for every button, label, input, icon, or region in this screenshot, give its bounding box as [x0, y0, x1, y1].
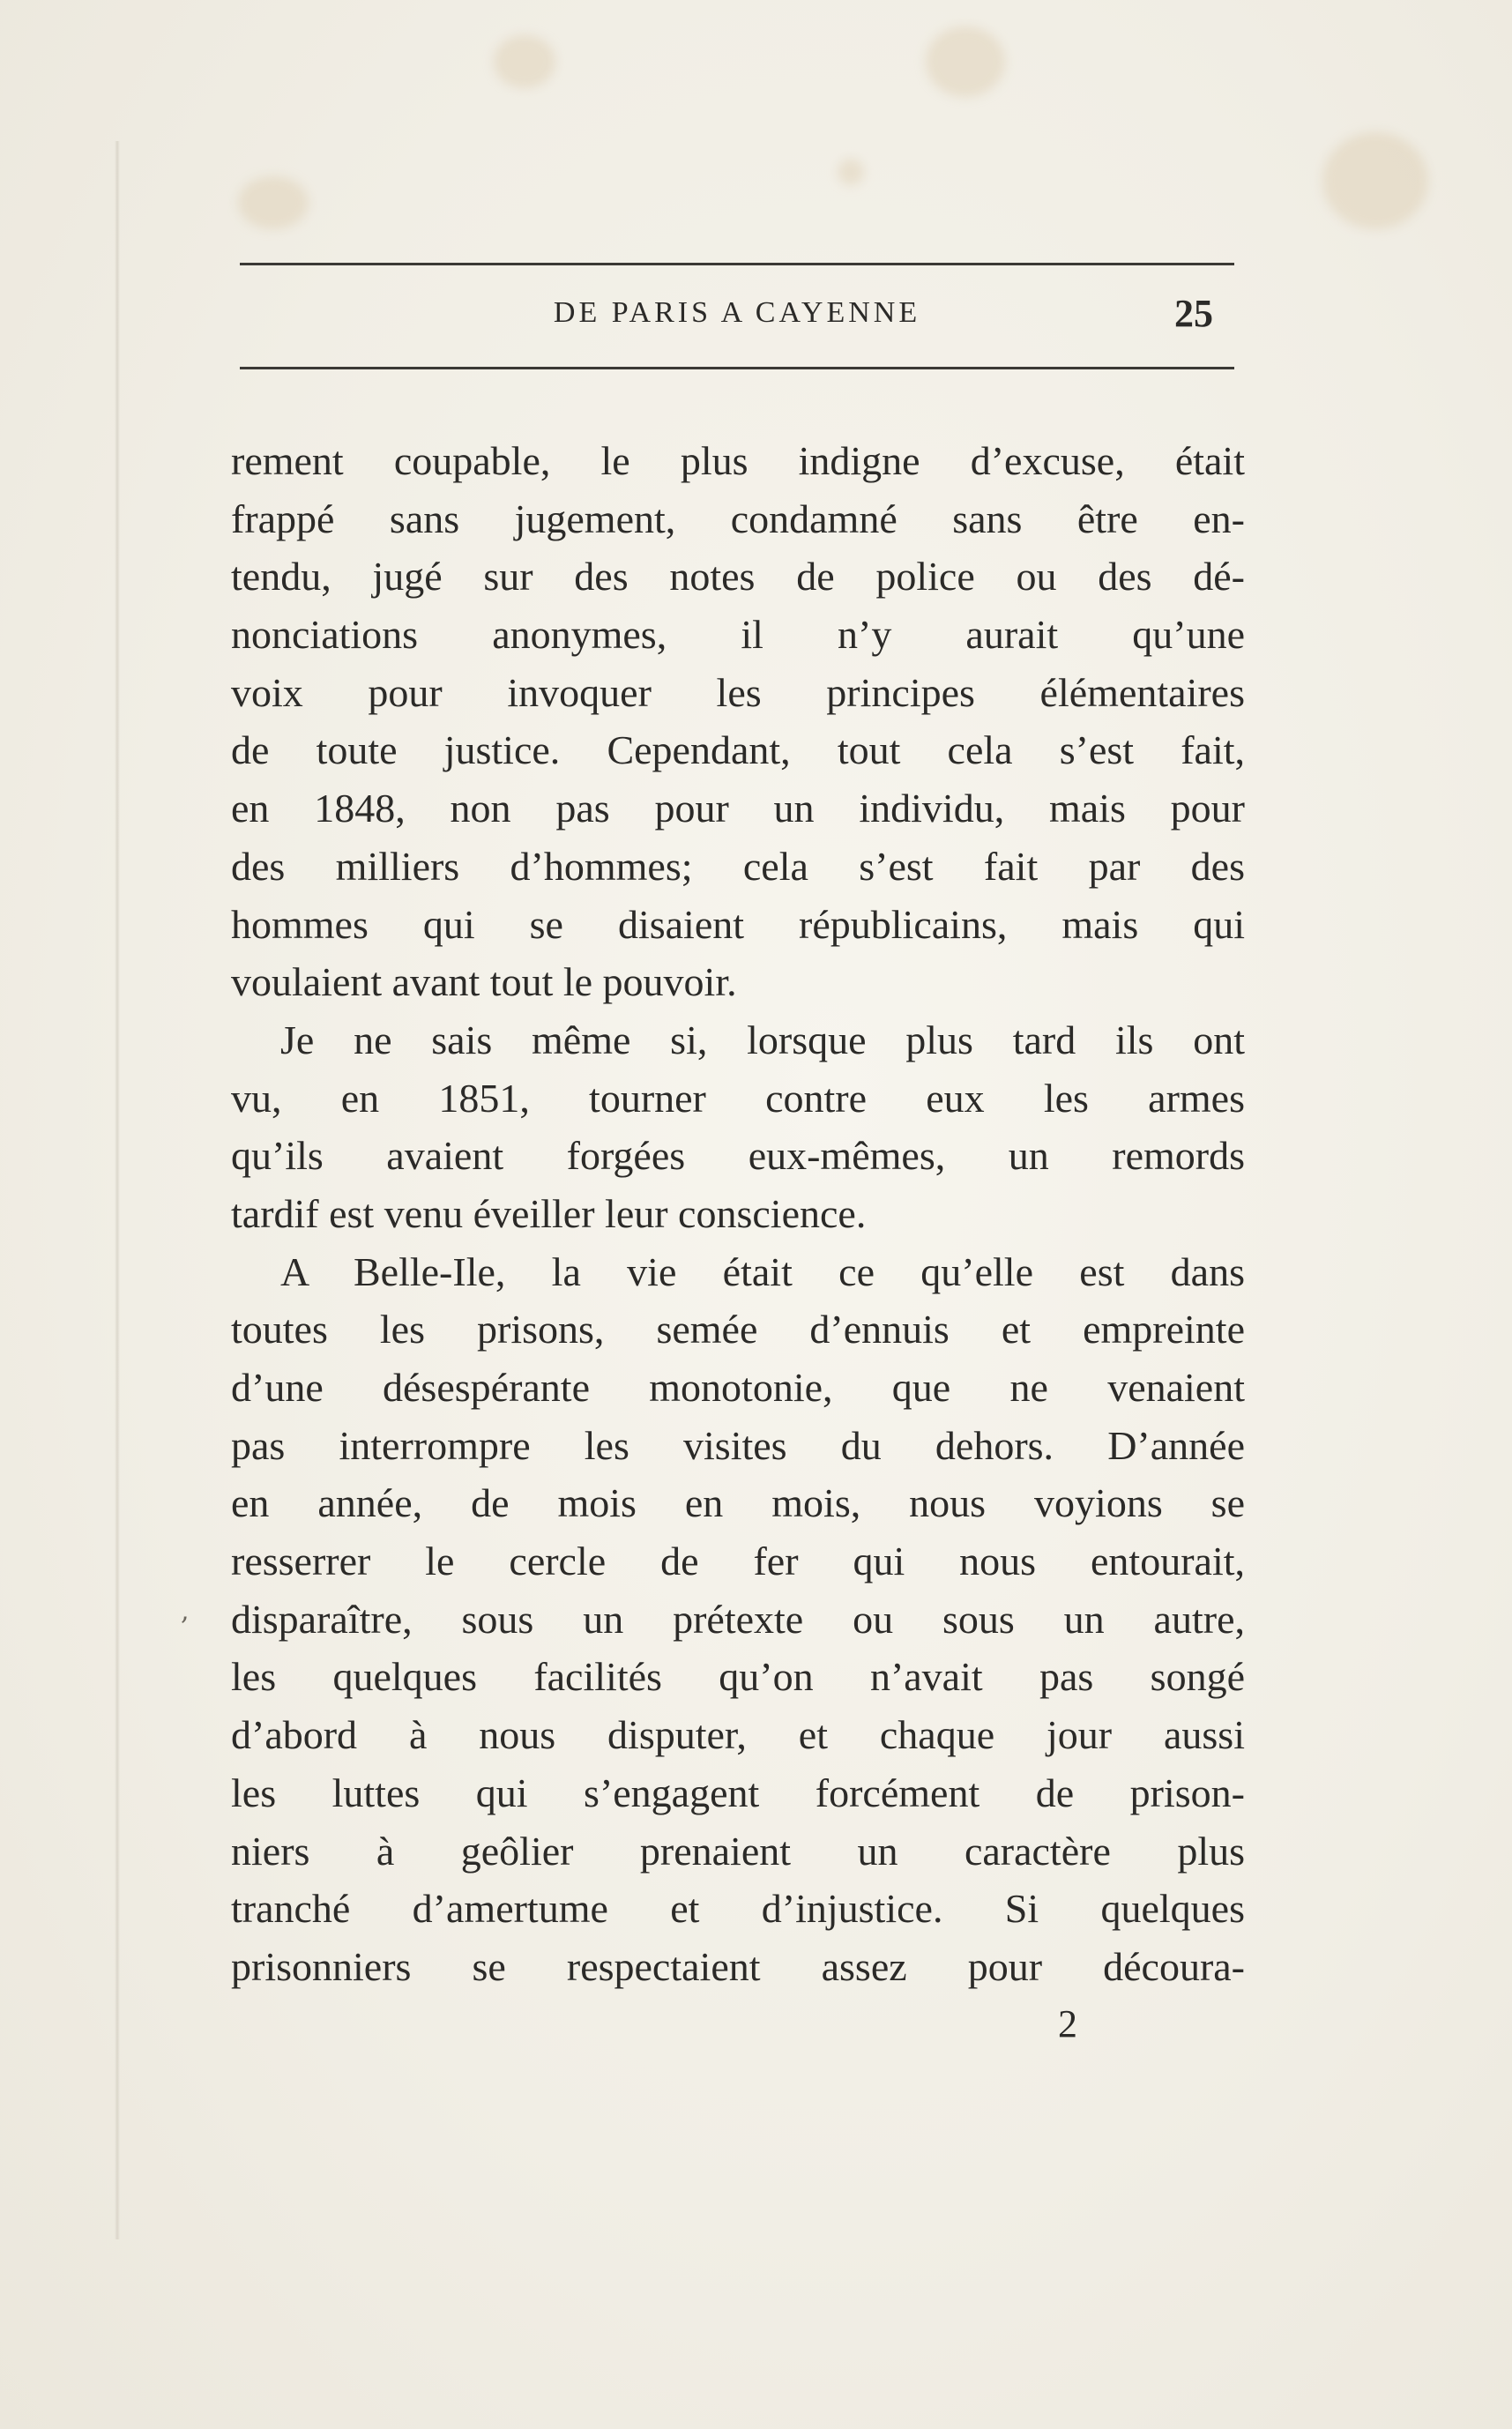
foxing-spot	[926, 26, 1005, 97]
text-line: A Belle-Ile, la vie était ce qu’elle est dans	[280, 1248, 1245, 1294]
text-line: hommes qui se disaient républicains, mais qui	[231, 901, 1245, 947]
text-line: resserrer le cercle de fer qui nous entourait,	[231, 1539, 1245, 1584]
text-line: qu’ils avaient forgées eux-mêmes, un remords	[231, 1133, 1245, 1179]
running-title: DE PARIS A CAYENNE	[553, 296, 921, 329]
text-line: les quelques facilités qu’on n’avait pas songé	[231, 1654, 1245, 1700]
text-line: voulaient avant tout le pouvoir.	[231, 959, 737, 1005]
text-line: disparaître, sous un prétexte ou sous un autre,	[231, 1596, 1245, 1642]
text-line: prisonniers se respectaient assez pour découra-	[231, 1943, 1245, 1989]
margin-mark: ,	[181, 1596, 190, 1627]
text-line: les luttes qui s’engagent forcément de prison-	[231, 1770, 1245, 1815]
foxing-spot	[838, 159, 864, 185]
text-line: pas interrompre les visites du dehors. D’année	[231, 1422, 1245, 1468]
text-line: en année, de mois en mois, nous voyions se	[231, 1480, 1245, 1526]
text-line: niers à geôlier prenaient un caractère plus	[231, 1828, 1245, 1874]
text-line: rement coupable, le plus indigne d’excuse, était	[231, 438, 1245, 483]
text-line: frappé sans jugement, condamné sans être en-	[231, 495, 1245, 541]
text-line: d’une désespérante monotonie, que ne venaient	[231, 1365, 1245, 1410]
body-text	[231, 432, 1245, 1996]
foxing-spot	[1322, 132, 1428, 229]
text-line: tendu, jugé sur des notes de police ou des dé-	[231, 554, 1245, 600]
foxing-spot	[494, 35, 555, 88]
page-number: 25	[1174, 292, 1213, 335]
paragraph	[231, 1011, 1245, 1243]
foxing-spot	[238, 176, 309, 229]
header-bottom-rule	[240, 367, 1234, 369]
text-line: des milliers d’hommes; cela s’est fait par des	[231, 843, 1245, 889]
text-line: Je ne sais même si, lorsque plus tard ils ont	[280, 1017, 1245, 1062]
text-line: de toute justice. Cependant, tout cela s’est fait,	[231, 727, 1245, 773]
text-line: toutes les prisons, semée d’ennuis et empreinte	[231, 1307, 1245, 1352]
text-line: d’abord à nous disputer, et chaque jour aussi	[231, 1712, 1245, 1758]
header-top-rule	[240, 263, 1234, 265]
text-line: en 1848, non pas pour un individu, mais pour	[231, 786, 1245, 831]
text-line: tranché d’amertume et d’injustice. Si quelques	[231, 1886, 1245, 1932]
paragraph	[231, 432, 1245, 1011]
text-line: nonciations anonymes, il n’y aurait qu’une	[231, 612, 1245, 658]
page-fold-edge	[115, 141, 120, 2239]
paragraph	[231, 1243, 1245, 1996]
text-line: tardif est venu éveiller leur conscience.	[231, 1190, 867, 1236]
text-line: voix pour invoquer les principes élémentaires	[231, 669, 1245, 715]
running-head	[240, 291, 1234, 344]
text-line: vu, en 1851, tourner contre eux les armes	[231, 1075, 1245, 1121]
signature-mark: 2	[1058, 2002, 1077, 2045]
